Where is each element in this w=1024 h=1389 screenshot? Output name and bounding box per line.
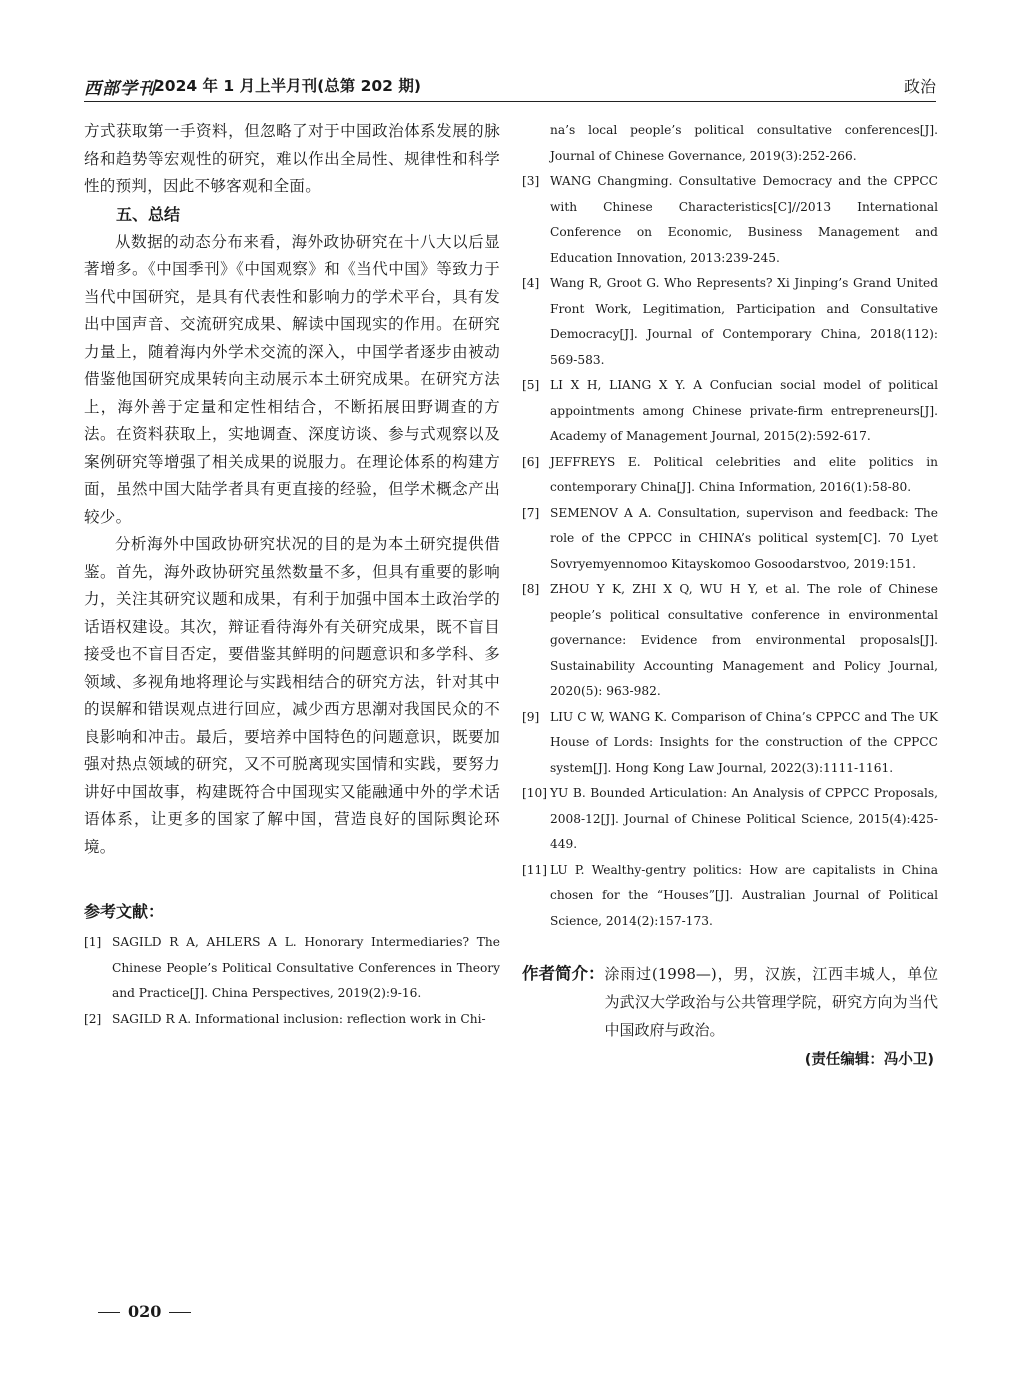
reference-number: [6] — [522, 454, 540, 469]
reference-text: SEMENOV A A. Consultation, supervison and feedback: The role of the CPPCC in CHINA’s political system[C]. 70 Lyet Sovryemyennomoo Kitayskomoo Gosoodarstvoo, 2019:151. — [550, 505, 938, 571]
reference-number: [8] — [522, 582, 540, 596]
references-title: 参考文献： — [84, 902, 165, 921]
reference-number: [1] — [84, 935, 102, 949]
reference-text: ZHOU Y K, ZHI X Q, WU H Y, et al. The role of Chinese people’s political consultative conference in environmental governance: Evidence from environmental proposals[J]. Sustainability Accounting Management and Policy Journal, 2020(5): 963-982. — [550, 582, 938, 698]
right-column — [522, 118, 938, 934]
section-name: 政治 — [903, 77, 936, 96]
page-number-value: 020 — [128, 1302, 162, 1321]
reference-text: YU B. Bounded Articulation: An Analysis of CPPCC Proposals, 2008-12[J]. Journal of Chinese Political Science, 2015(4):425-449. — [550, 786, 938, 851]
dash-right — [169, 1312, 191, 1313]
reference-number: [11] — [522, 862, 548, 877]
reference-continuation — [522, 118, 938, 169]
reference-number: [5] — [522, 378, 540, 392]
body-paragraph: 分析海外中国政协研究状况的目的是为本土研究提供借鉴。首先，海外政协研究虽然数量不多，但具有重要的影响力，关注其研究议题和成果，有利于加强中国本土政治学的话语权建设。其次，辩证看待海外有关研究成果，既不盲目接受也不盲目否定，要借鉴其鲜明的问题意识和多学科、多领域、多视角地将理论与实践相结合的研究方法，针对其中的误解和错误观点进行回应，减少西方思潮对我国民众的不良影响和冲击。最后，要培养中国特色的问题意识，既要加强对热点领域的研究，又不可脱离现实国情和实践，要努力讲好中国故事，构建既符合中国现实又能融通中外的学术话语体系，让更多的国家了解中国，营造良好的国际舆论环境。 — [84, 535, 500, 856]
reference-item — [522, 169, 938, 271]
page-number — [90, 1302, 199, 1321]
header-rule — [84, 101, 936, 102]
reference-text: LI X H, LIANG X Y. A Confucian social model of political appointments among Chinese private-firm entrepreneurs[J]. Academy of Management Journal, 2015(2):592-617. — [550, 378, 938, 443]
author-bio-text: 涂雨过(1998—)，男，汉族，江西丰城人，单位为武汉大学政治与公共管理学院，研究方向为当代中国政府与政治。 — [604, 965, 938, 1039]
reference-item — [522, 271, 938, 373]
reference-item — [522, 705, 938, 782]
reference-item — [84, 1007, 500, 1033]
reference-number: [10] — [522, 786, 548, 800]
reference-item — [522, 577, 938, 705]
reference-text: SAGILD R A, AHLERS A L. Honorary Intermediaries? The Chinese People’s Political Consultative Conferences in Theory and Practice[J]. China Perspectives, 2019(2):9-16. — [112, 935, 500, 1000]
responsible-editor: (责任编辑：冯小卫) — [804, 1052, 934, 1068]
reference-text: LU P. Wealthy-gentry politics: How are capitalists in China chosen for the “Houses”[J]. Australian Journal of Political Science, 2014(2):157-173. — [550, 862, 938, 928]
reference-item — [522, 501, 938, 578]
reference-text: SAGILD R A. Informational inclusion: reflection work in Chi- — [112, 1011, 486, 1026]
reference-text: Wang R, Groot G. Who Represents? Xi Jinping’s Grand United Front Work, Legitimation, Participation and Consultative Democracy[J]. Journal of Contemporary China, 2018(112): 569-583. — [550, 276, 938, 367]
reference-text: JEFFREYS E. Political celebrities and elite politics in contemporary China[J]. China Information, 2016(1):58-80. — [550, 454, 938, 494]
reference-item — [522, 450, 938, 501]
reference-number: [4] — [522, 276, 540, 290]
reference-text: na’s local people’s political consultative conferences[J]. Journal of Chinese Governance, 2019(3):252-266. — [550, 123, 938, 163]
reference-number: [9] — [522, 709, 540, 724]
journal-logo: 西部学刊 — [84, 79, 156, 99]
reference-item — [84, 930, 500, 1007]
author-bio — [522, 960, 938, 1069]
body-paragraph: 从数据的动态分布来看，海外政协研究在十八大以后显著增多。《中国季刊》《中国观察》和《当代中国》等致力于当代中国研究，是具有代表性和影响力的学术平台，具有发出中国声音、交流研究成果、解读中国现实的作用。在研究力量上，随着海内外学术交流的深入，中国学者逐步由被动借鉴他国研究成果转向主动展示本土研究成果。在研究方法上，海外善于定量和定性相结合，不断拓展田野调查的方法。在资料获取上，实地调查、深度访谈、参与式观察以及案例研究等增强了相关成果的说服力。在理论体系的构建方面，虽然中国大陆学者具有更直接的经验，但学术概念产出较少。 — [84, 232, 500, 526]
left-column — [84, 118, 500, 1032]
author-bio-label: 作者简介： — [522, 964, 605, 983]
page-header — [84, 72, 936, 102]
reference-text: WANG Changming. Consultative Democracy and the CPPCC with Chinese Characteristics[C]//2013 International Conference on Economic, Business Management and Education Innovation, 2013:239-245. — [550, 174, 938, 265]
section-title: 五、总结 — [116, 204, 181, 224]
reference-item — [522, 781, 938, 858]
issue-info: 2024 年 1 月上半月刊(总第 202 期) — [154, 77, 421, 95]
reference-number: [7] — [522, 505, 540, 520]
reference-number: [3] — [522, 174, 540, 188]
reference-item — [522, 858, 938, 935]
dash-left — [98, 1312, 120, 1313]
reference-item — [522, 373, 938, 450]
intro-paragraph: 方式获取第一手资料，但忽略了对于中国政治体系发展的脉络和趋势等宏观性的研究，难以作出全局性、规律性和科学性的预判，因此不够客观和全面。 — [84, 122, 500, 195]
reference-number: [2] — [84, 1011, 102, 1026]
reference-text: LIU C W, WANG K. Comparison of China’s CPPCC and The UK House of Lords: Insights for the construction of the CPPCC system[J]. Hong Kong Law Journal, 2022(3):1111-1161. — [550, 709, 938, 775]
